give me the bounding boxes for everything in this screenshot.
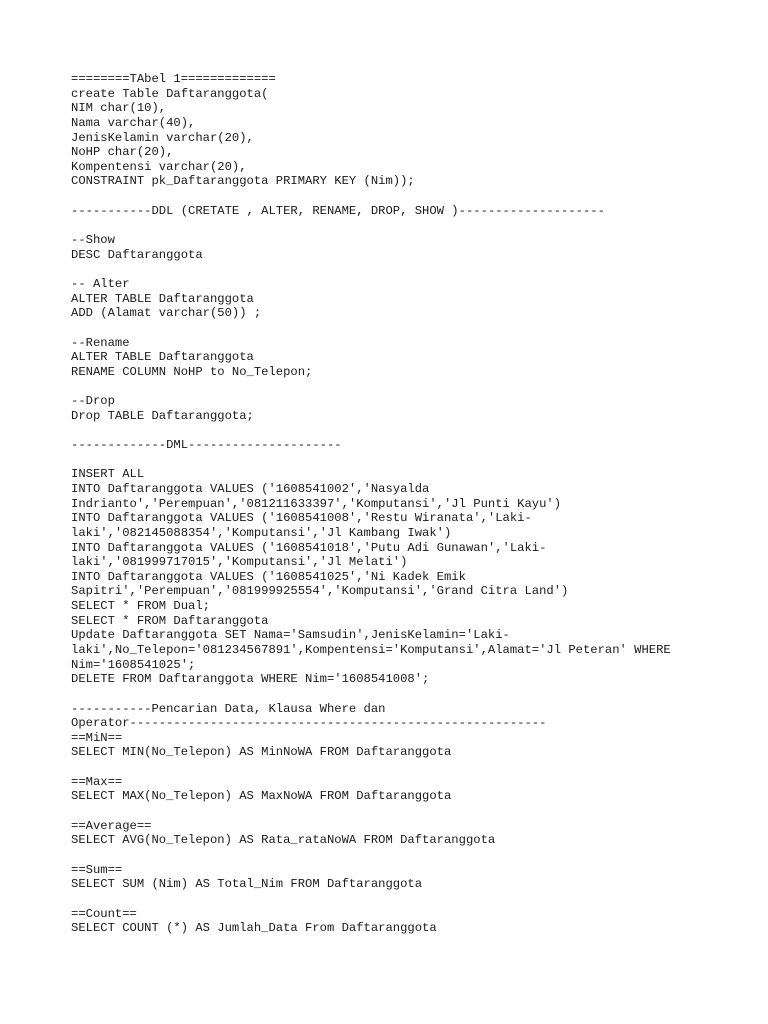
text-line: -----------DDL (CRETATE , ALTER, RENAME, DROP, SHOW )-------------------- [71, 203, 605, 218]
text-line: -------------DML--------------------- [71, 438, 342, 453]
text-line: Sapitri','Perempuan','081999925554','Komputansi','Grand Citra Land') [71, 584, 569, 599]
text-line: INSERT ALL [71, 467, 145, 482]
blank-line [71, 687, 761, 702]
blank-line [71, 218, 761, 233]
text-line: CONSTRAINT pk_Daftaranggota PRIMARY KEY (Nim)); [71, 174, 415, 189]
text-line: Update Daftaranggota SET Nama='Samsudin',JenisKelamin='Laki- [71, 628, 510, 643]
blank-line [71, 760, 761, 775]
text-line: SELECT MAX(No_Telepon) AS MaxNoWA FROM Daftaranggota [71, 789, 452, 804]
text-line: --Drop [71, 394, 115, 409]
text-line: ALTER TABLE Daftaranggota [71, 291, 254, 306]
text-line: ==Average== [71, 818, 152, 833]
text-line: SELECT * FROM Dual; [71, 599, 210, 614]
text-line: ==Sum== [71, 862, 123, 877]
blank-line [71, 892, 761, 907]
text-line: --Rename [71, 335, 130, 350]
text-line: Kompentensi varchar(20), [71, 159, 247, 174]
text-line: SELECT * FROM Daftaranggota [71, 613, 269, 628]
text-line: laki','081999717015','Komputansi','Jl Melati') [71, 555, 408, 570]
text-line: JenisKelamin varchar(20), [71, 130, 254, 145]
text-line: Drop TABLE Daftaranggota; [71, 408, 254, 423]
text-line: Nim='1608541025'; [71, 657, 196, 672]
text-line: ALTER TABLE Daftaranggota [71, 350, 254, 365]
text-line: Nama varchar(40), [71, 115, 196, 130]
document-body [71, 72, 761, 936]
text-line: INTO Daftaranggota VALUES ('1608541025','Ni Kadek Emik [71, 569, 466, 584]
text-line: DESC Daftaranggota [71, 247, 203, 262]
blank-line [71, 804, 761, 819]
text-line: -- Alter [71, 276, 130, 291]
text-line: NoHP char(20), [71, 145, 174, 160]
blank-line [71, 453, 761, 468]
blank-line [71, 848, 761, 863]
text-line: laki',No_Telepon='081234567891',Kompentensi='Komputansi',Alamat='Jl Peteran' WHERE [71, 642, 671, 657]
blank-line [71, 379, 761, 394]
text-line: ========TAbel 1============= [71, 72, 276, 86]
text-line: INTO Daftaranggota VALUES ('1608541002','Nasyalda [71, 481, 430, 496]
blank-line [71, 423, 761, 438]
text-line: Indrianto','Perempuan','081211633397','Komputansi','Jl Punti Kayu') [71, 496, 562, 511]
blank-line [71, 321, 761, 336]
text-line: INTO Daftaranggota VALUES ('1608541008','Restu Wiranata','Laki- [71, 511, 532, 526]
text-line: SELECT SUM (Nim) AS Total_Nim FROM Daftaranggota [71, 877, 423, 892]
text-line: SELECT AVG(No_Telepon) AS Rata_rataNoWA FROM Daftaranggota [71, 833, 496, 848]
text-line: ==MiN== [71, 730, 123, 745]
blank-line [71, 262, 761, 277]
text-line: RENAME COLUMN NoHP to No_Telepon; [71, 364, 313, 379]
text-line: ==Max== [71, 774, 123, 789]
text-line: SELECT MIN(No_Telepon) AS MinNoWA FROM Daftaranggota [71, 745, 452, 760]
text-line: ==Count== [71, 906, 137, 921]
text-line: -----------Pencarian Data, Klausa Where dan [71, 701, 386, 716]
text-line: NIM char(10), [71, 101, 167, 116]
text-line: laki','082145088354','Komputansi','Jl Kambang Iwak') [71, 525, 452, 540]
text-line: ADD (Alamat varchar(50)) ; [71, 306, 262, 321]
text-line: --Show [71, 233, 115, 248]
text-line: INTO Daftaranggota VALUES ('1608541018','Putu Adi Gunawan','Laki- [71, 540, 547, 555]
text-line: SELECT COUNT (*) AS Jumlah_Data From Daftaranggota [71, 921, 437, 936]
text-line: DELETE FROM Daftaranggota WHERE Nim='1608541008'; [71, 672, 430, 687]
text-line: Operator--------------------------------------------------------- [71, 716, 547, 731]
blank-line [71, 189, 761, 204]
text-line: create Table Daftaranggota( [71, 86, 269, 101]
